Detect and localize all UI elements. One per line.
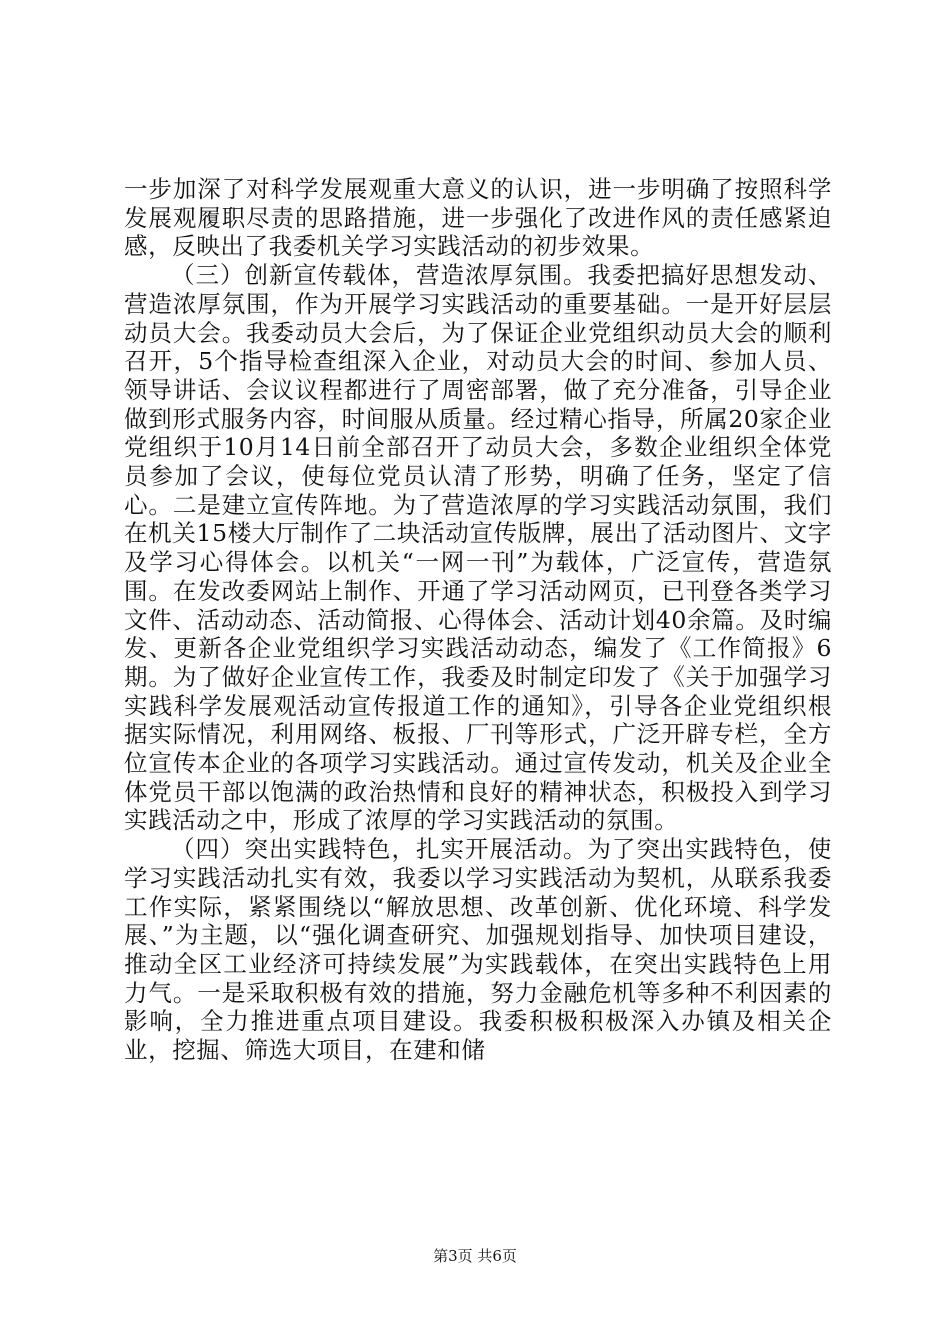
paragraph-2: （三）创新宣传载体，营造浓厚氛围。我委把搞好思想发动、营造浓厚氛围，作为开展学习实践活动的重要基础。一是开好层层动员大会。我委动员大会后，为了保证企业党组织动员大会的顺利召开，5个指导检查组深入企业，对动员大会的时间、参加人员、领导讲话、会议议程都进行了周密部署，做了充分准备，引导企业做到形式服务内容，时间服从质量。经过精心指导，所属20家企业党组织于10月14日前全部召开了动员大会，多数企业组织全体党员参加了会议，使每位党员认清了形势，明确了任务，坚定了信心。二是建立宣传阵地。为了营造浓厚的学习实践活动氛围，我们在机关15楼大厅制作了二块活动宣传版牌，展出了活动图片、文字及学习心得体会。以机关“一网一刊”为载体，广泛宣传，营造氛围。在发改委网站上制作、开通了学习活动网页，已刊登各类学习文件、活动动态、活动简报、心得体会、活动计划40余篇。及时编发、更新各企业党组织学习实践活动动态，编发了《工作简报》6期。为了做好企业宣传工作，我委及时制定印发了《关于加强学习实践科学发展观活动宣传报道工作的通知》，引导各企业党组织根据实际情况，利用网络、板报、厂刊等形式，广泛开辟专栏，全方位宣传本企业的各项学习实践活动。通过宣传发动，机关及企业全体党员干部以饱满的政治热情和良好的精神状态，积极投入到学习实践活动之中，形成了浓厚的学习实践活动的氛围。 [124, 261, 832, 835]
paragraph-1: 一步加深了对科学发展观重大意义的认识，进一步明确了按照科学发展观履职尽责的思路措施，进一步强化了改进作风的责任感紧迫感，反映出了我委机关学习实践活动的初步效果。 [124, 175, 832, 261]
document-body [124, 175, 832, 1065]
page-number-footer: 第3页 共6页 [433, 1247, 517, 1265]
paragraph-3: （四）突出实践特色，扎实开展活动。为了突出实践特色，使学习实践活动扎实有效，我委以学习实践活动为契机，从联系我委工作实际，紧紧围绕以“解放思想、改革创新、优化环境、科学发展、”为主题，以“强化调查研究、加强规划指导、加快项目建设，推动全区工业经济可持续发展”为实践载体，在突出实践特色上用力气。一是采取积极有效的措施，努力金融危机等多种不利因素的影响，全力推进重点项目建设。我委积极积极深入办镇及相关企业，挖掘、筛选大项目，在建和储 [124, 835, 832, 1065]
